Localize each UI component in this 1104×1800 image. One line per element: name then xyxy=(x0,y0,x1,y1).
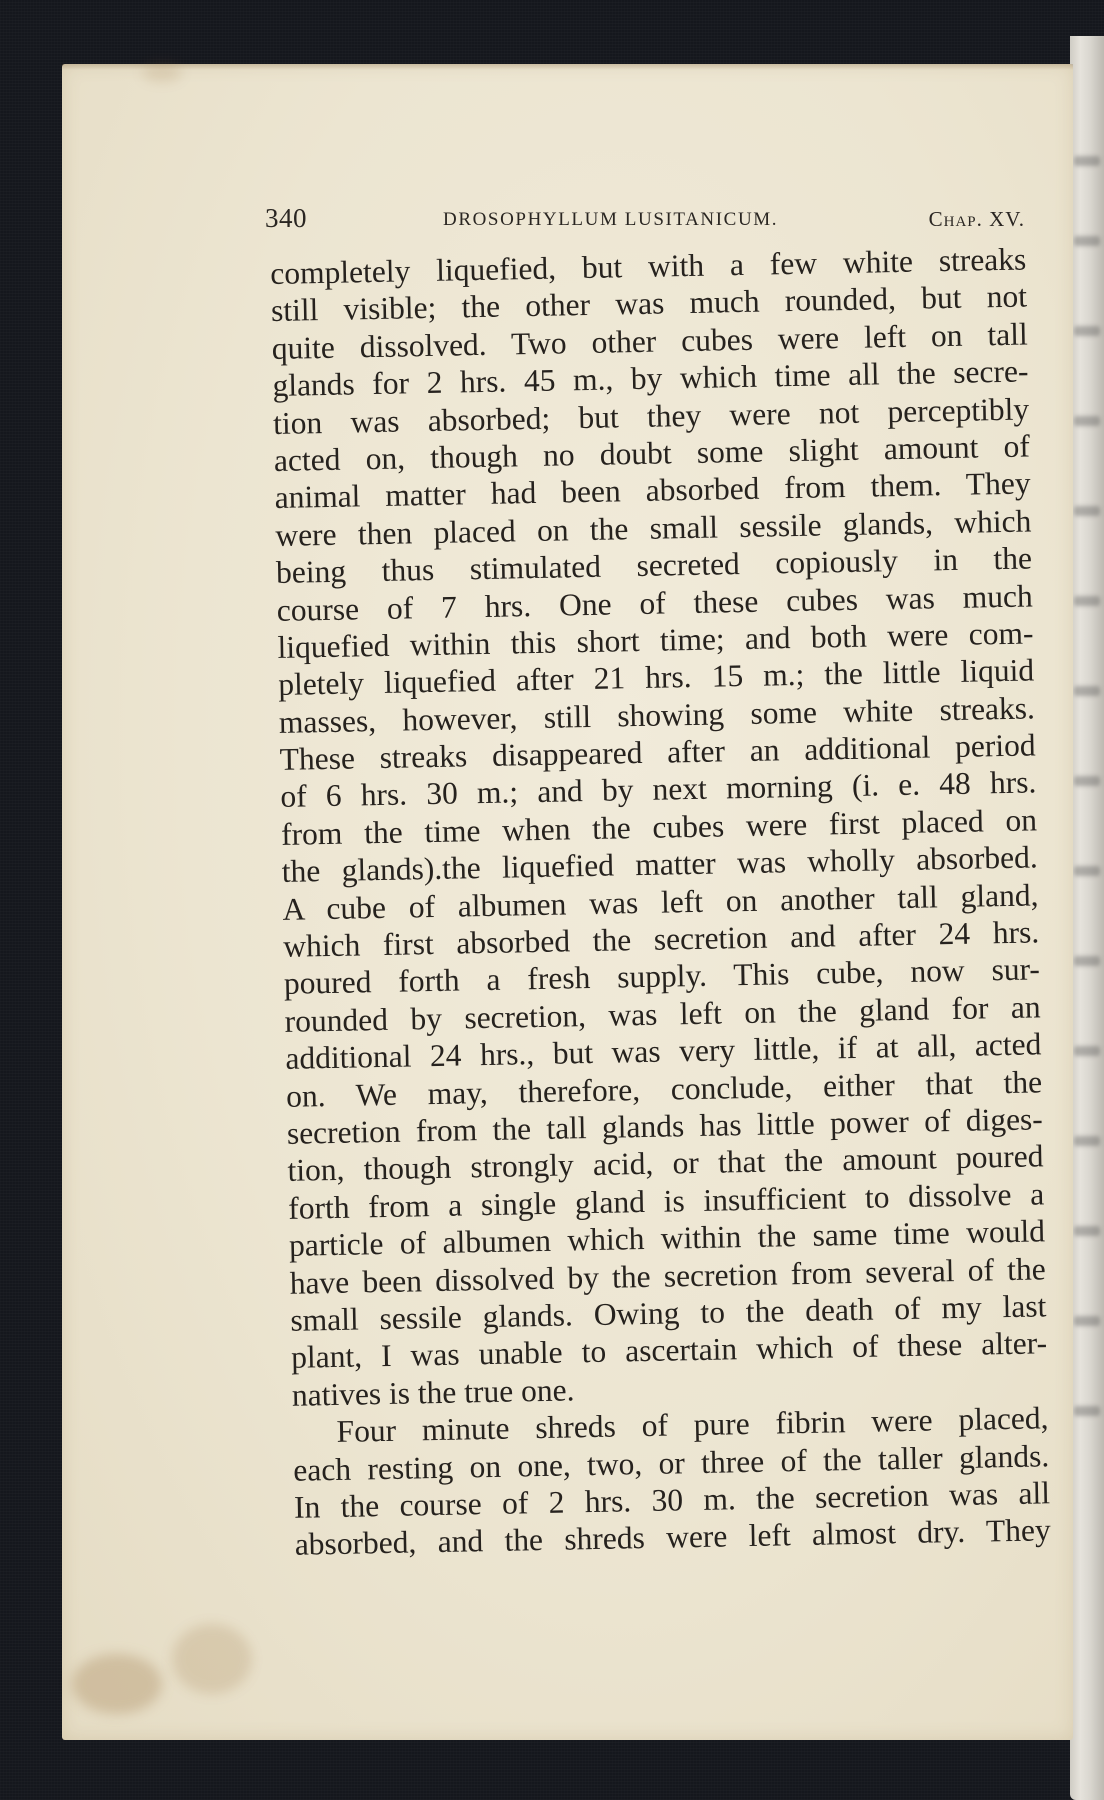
running-title: DROSOPHYLLUM LUSITANICUM. xyxy=(443,209,779,230)
text-line: from the time when the cubes were first placed on xyxy=(280,802,1038,852)
text-line: animal matter had been absorbed from them. They xyxy=(274,465,1031,516)
text-line: particle of albumen which within the same time would xyxy=(288,1213,1046,1263)
body-text xyxy=(270,240,1051,1563)
text-line: completely liquefied, but with a few white streaks xyxy=(270,241,1027,291)
text-line: pletely liquefied after 21 hrs. 15 m.; the little liquid xyxy=(277,652,1035,703)
text-line: have been dissolved by the secretion from several of the xyxy=(289,1250,1046,1301)
text-line: forth from a single gland is insufficient to dissolve a xyxy=(287,1176,1045,1226)
text-line: acted on, though no doubt some slight amount of xyxy=(273,428,1031,478)
text-line: course of 7 hrs. One of these cubes was much xyxy=(276,577,1034,628)
text-line: secretion from the tall glands has little power of diges- xyxy=(286,1101,1044,1151)
text-line: liquefied within this short time; and both were com- xyxy=(277,615,1034,665)
text-line: which first absorbed the secretion and after 24 hrs. xyxy=(282,914,1040,964)
text-line: tion was absorbed; but they were not perceptibly xyxy=(272,391,1030,441)
paragraph-start-line: Four minute shreds of pure fibrin were placed, xyxy=(336,1400,1049,1450)
foxing-stain xyxy=(172,1624,252,1694)
text-line: plant, I was unable to ascertain which of these alter- xyxy=(290,1325,1048,1376)
text-line: being thus stimulated secreted copiously in the xyxy=(275,540,1033,591)
text-line: These streaks disappeared after an additional period xyxy=(279,727,1036,777)
text-line: each resting on one, two, or three of the taller glands. xyxy=(292,1437,1050,1488)
text-line: rounded by secretion, was left on the gland for an xyxy=(284,989,1041,1039)
text-line: small sessile glands. Owing to the death of my last xyxy=(290,1288,1047,1338)
text-line: on. We may, therefore, conclude, either that the xyxy=(285,1063,1043,1114)
text-line: additional 24 hrs., but was very little, if at all, acted xyxy=(285,1026,1042,1077)
foxing-stain xyxy=(72,1654,162,1714)
page-number: 340 xyxy=(265,203,307,233)
text-line: tion, though strongly acid, or that the amount poured xyxy=(287,1138,1044,1189)
running-header xyxy=(265,203,1025,237)
text-line: of 6 hrs. 30 m.; and by next morning (i. e. 48 hrs. xyxy=(280,764,1037,815)
foxing-stain xyxy=(142,64,182,82)
text-line: the glands).the liquefied matter was wholly absorbed. xyxy=(281,839,1039,890)
text-line: quite dissolved. Two other cubes were left on tall xyxy=(271,316,1028,366)
paragraph-end-line: natives is the true one. xyxy=(291,1372,575,1413)
text-line: absorbed, and the shreds were left almost dry. They xyxy=(294,1512,1051,1563)
text-line: still visible; the other was much rounded, but not xyxy=(270,278,1028,329)
text-line: glands for 2 hrs. 45 m., by which time all the secre- xyxy=(272,353,1029,404)
text-line: masses, however, still showing some white streaks. xyxy=(278,690,1036,740)
book-page-edges xyxy=(1070,36,1104,1800)
text-line: poured forth a fresh supply. This cube, now sur- xyxy=(283,951,1041,1002)
text-line: A cube of albumen was left on another tall gland, xyxy=(282,877,1039,927)
text-line: were then placed on the small sessile glands, which xyxy=(275,503,1032,553)
chapter-label: Chap. XV. xyxy=(928,207,1025,231)
text-line: In the course of 2 hrs. 30 m. the secretion was all xyxy=(293,1475,1051,1525)
